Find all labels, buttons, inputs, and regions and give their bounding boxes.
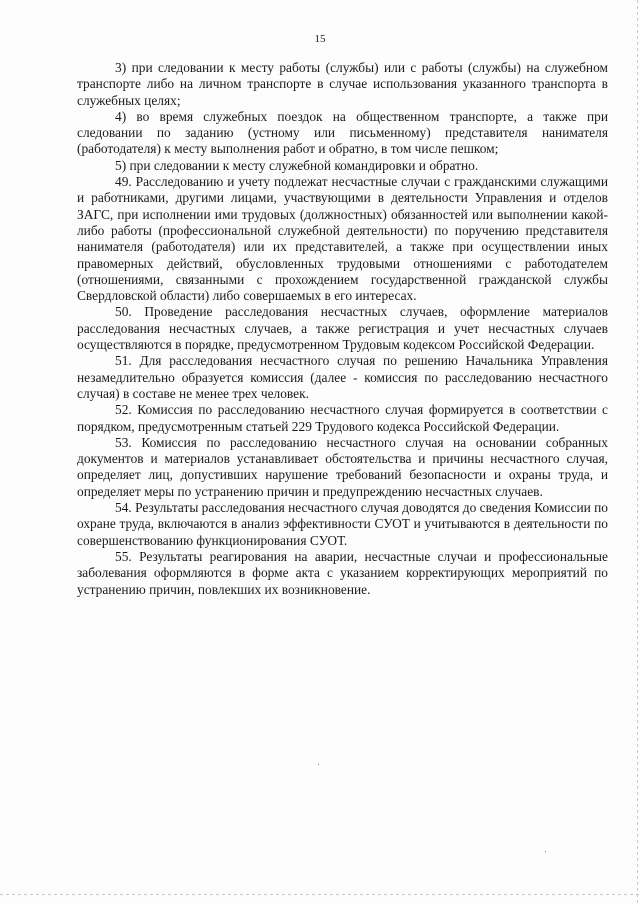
scan-speck	[545, 851, 546, 852]
paragraph-52: 52. Комиссия по расследованию несчастного случая формируется в соответствии с порядком, предусмотренным статьей 229 Трудового кодекса Российской Федерации.	[77, 402, 608, 434]
paragraph-54: 54. Результаты расследования несчастного случая доводятся до сведения Комиссии по охране труда, включаются в анализ эффективности СУОТ и учитываются в деятельности по совершенствованию функционирования СУОТ.	[77, 500, 608, 548]
page-number: 15	[314, 33, 326, 45]
paragraph-50: 50. Проведение расследования несчастных случаев, оформление материалов расследования несчастных случаев, а также регистрация и учет несчастных случаев осуществляются в порядке, предусмотренном Трудовым кодексом Российской Федерации.	[77, 304, 608, 353]
paragraph-55: 55. Результаты реагирования на аварии, несчастные случаи и профессиональные заболевания оформляются в форме акта с указанием корректирующих мероприятий по устранению причин, повлекших их возникновение.	[77, 548, 608, 597]
scan-speck	[318, 764, 319, 765]
paragraph-53: 53. Комиссия по расследованию несчастного случая на основании собранных документов и материалов устанавливает обстоятельства и причины несчастного случая, определяет лиц, допустивших нарушение требований безопасности и охраны труда, и определяет меры по устранению причин и предупреждению несчастных случаев.	[77, 434, 608, 499]
document-body	[77, 60, 608, 598]
paragraph-49: 49. Расследованию и учету подлежат несчастные случаи с гражданскими служащими и работниками, другими лицами, участвующими в деятельности Управления и отделов ЗАГС, при исполнении ими трудовых (должностных) обязанностей или выполнении какой-либо работы (профессиональной служебной деятельности) по поручению представителя нанимателя (работодателя) или их представителей, а также при осуществлении иных правомерных действий, обусловленных трудовыми отношениями с работодателем (отношениями, связанными с прохождением государственной гражданской службы Свердловской области) либо совершаемых в его интересах.	[77, 174, 608, 304]
list-item-3: 3) при следовании к месту работы (службы) или с работы (службы) на служебном транспорте либо на личном транспорте в случае использования указанного транспорта в служебных целях;	[77, 60, 608, 108]
scan-edge-bottom	[0, 894, 640, 895]
scan-edge-right	[637, 0, 638, 905]
list-item-5: 5) при следовании к месту служебной командировки и обратно.	[115, 157, 479, 173]
list-item-4: 4) во время служебных поездок на общественном транспорте, а также при следовании по заданию (устному или письменному) представителя нанимателя (работодателя) к месту выполнения работ и обратно, в том числе пешком;	[77, 108, 608, 157]
paragraph-51: 51. Для расследования несчастного случая по решению Начальника Управления незамедлительно образуется комиссия (далее - комиссия по расследованию несчастного случая) в составе не менее трех человек.	[77, 353, 608, 401]
